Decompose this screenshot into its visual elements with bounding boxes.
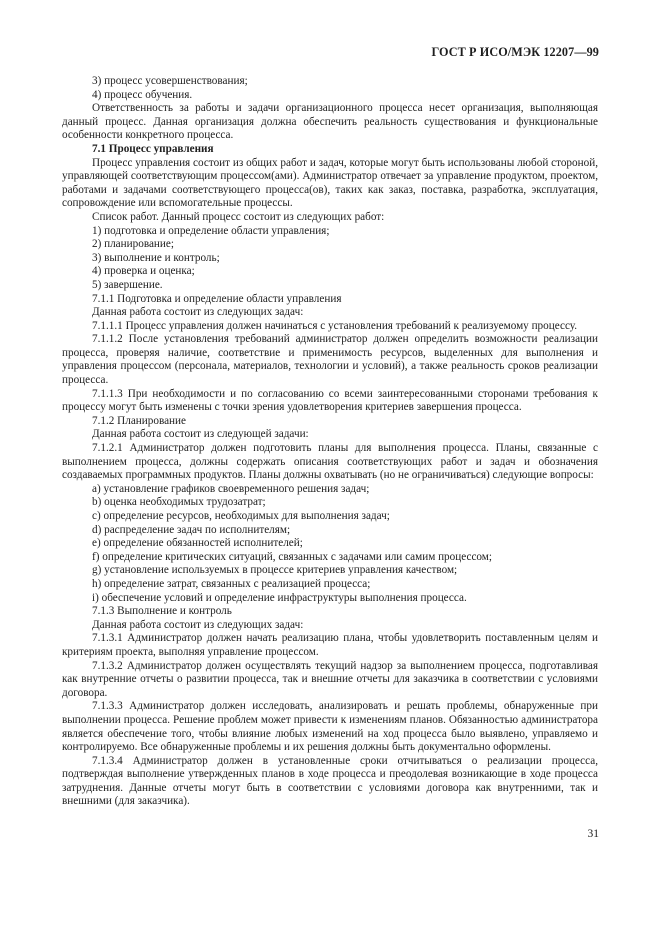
document-body (62, 75, 598, 809)
list-item: f) определение критических ситуаций, связанных с задачами или самим процессом; (92, 550, 492, 563)
list-item: 4) проверка и оценка; (92, 265, 195, 278)
paragraph: Данная работа состоит из следующей задачи: (92, 428, 309, 441)
paragraph: 7.1.1.2 После установления требований администратор должен определить возможности реализации процесса, проверяя наличие, соответствие и применимость ресурсов, выделенных для выполнения и управления процессом (персонала, материалов, технологии и условий), а также реальность сроков реализации процесса. (62, 333, 598, 387)
subsection-heading: 7.1.1 Подготовка и определение области управления (92, 292, 342, 305)
list-item: c) определение ресурсов, необходимых для выполнения задач; (92, 510, 390, 522)
paragraph: 7.1.2.1 Администратор должен подготовить планы для выполнения процесса. Планы, связанные с выполнением процесса, должны содержать описания соответствующих работ и задач и обозначения создаваемых программных продуктов. Планы должны охватывать (но не ограничиваться) следующие вопросы: (62, 442, 598, 482)
paragraph: Данная работа состоит из следующих задач: (92, 618, 304, 631)
list-item: 4) процесс обучения. (92, 88, 193, 101)
list-item: h) определение затрат, связанных с реализацией процесса; (92, 577, 371, 590)
section-heading: 7.1 Процесс управления (92, 142, 214, 155)
page-number: 31 (587, 828, 599, 840)
paragraph: Процесс управления состоит из общих работ и задач, которые могут быть использованы любой стороной, управляющей соответствующим процессом(ами). Администратор отвечает за управление продуктом, проектом, работами и задачами соответствующего процесса(ов), таких как заказ, поставка, разработка, эксплуатация, сопровождение или вспомогательные процессы. (62, 156, 598, 210)
list-item: i) обеспечение условий и определение инфраструктуры выполнения процесса. (92, 591, 467, 604)
paragraph: Данная работа состоит из следующих задач: (92, 306, 304, 319)
list-item: 3) процесс усовершенствования; (92, 75, 248, 87)
list-item: 2) планирование; (92, 238, 174, 251)
paragraph: 7.1.1.3 При необходимости и по согласованию со всеми заинтересованными сторонами требования к процессу могут быть изменены с точки зрения удовлетворения критериев завершения процесса. (62, 387, 598, 414)
list-item: b) оценка необходимых трудозатрат; (92, 496, 266, 509)
subsection-heading: 7.1.3 Выполнение и контроль (92, 605, 232, 618)
paragraph: 7.1.3.3 Администратор должен исследовать, анализировать и решать проблемы, обнаруженные при выполнении процесса. Решение проблем может привести к изменениям планов. Обязанностью администратора является обеспечение того, чтобы влияние любых изменений на ход процесса было выявлено, управляемо и контролируемо. Все обнаруженные проблемы и их решения должны быть документально оформлены. (62, 700, 598, 754)
list-item: 1) подготовка и определение области управления; (92, 224, 330, 237)
subsection-heading: 7.1.2 Планирование (92, 414, 187, 427)
paragraph: Ответственность за работы и задачи организационного процесса несет организация, выполняющая данный процесс. Данная организация должна обеспечить реальность существования и функциональные особенности конкретного процесса. (62, 102, 598, 142)
list-item: g) установление используемых в процессе критериев управления качеством; (92, 564, 458, 577)
list-item: d) распределение задач по исполнителям; (92, 523, 291, 536)
paragraph: 7.1.1.1 Процесс управления должен начинаться с установления требований к реализуемому процессу. (92, 319, 578, 332)
paragraph: Список работ. Данный процесс состоит из следующих работ: (92, 210, 385, 223)
list-item: 5) завершение. (92, 278, 163, 291)
paragraph: 7.1.3.1 Администратор должен начать реализацию плана, чтобы удовлетворить поставленным целям и критериям проекта, выполняя управление процессом. (62, 632, 598, 658)
list-item: e) определение обязанностей исполнителей; (92, 537, 303, 550)
document-header: ГОСТ Р ИСО/МЭК 12207—99 (431, 45, 599, 59)
list-item: a) установление графиков своевременного решения задач; (92, 482, 370, 495)
paragraph: 7.1.3.2 Администратор должен осуществлять текущий надзор за выполнением процесса, подготавливая как внутренние отчеты о развитии процесса, так и внешние отчеты для заказчика в соответствии с условиями договора. (62, 659, 598, 699)
list-item: 3) выполнение и контроль; (92, 251, 220, 264)
paragraph: 7.1.3.4 Администратор должен в установленные сроки отчитываться о реализации процесса, подтверждая выполнение утвержденных планов в ходе процесса и преодолевая возникающие в ходе процесса затруднения. Данные отчеты могут быть в соответствии с условиями договора как внутренними, так и внешними (для заказчика). (62, 754, 598, 808)
